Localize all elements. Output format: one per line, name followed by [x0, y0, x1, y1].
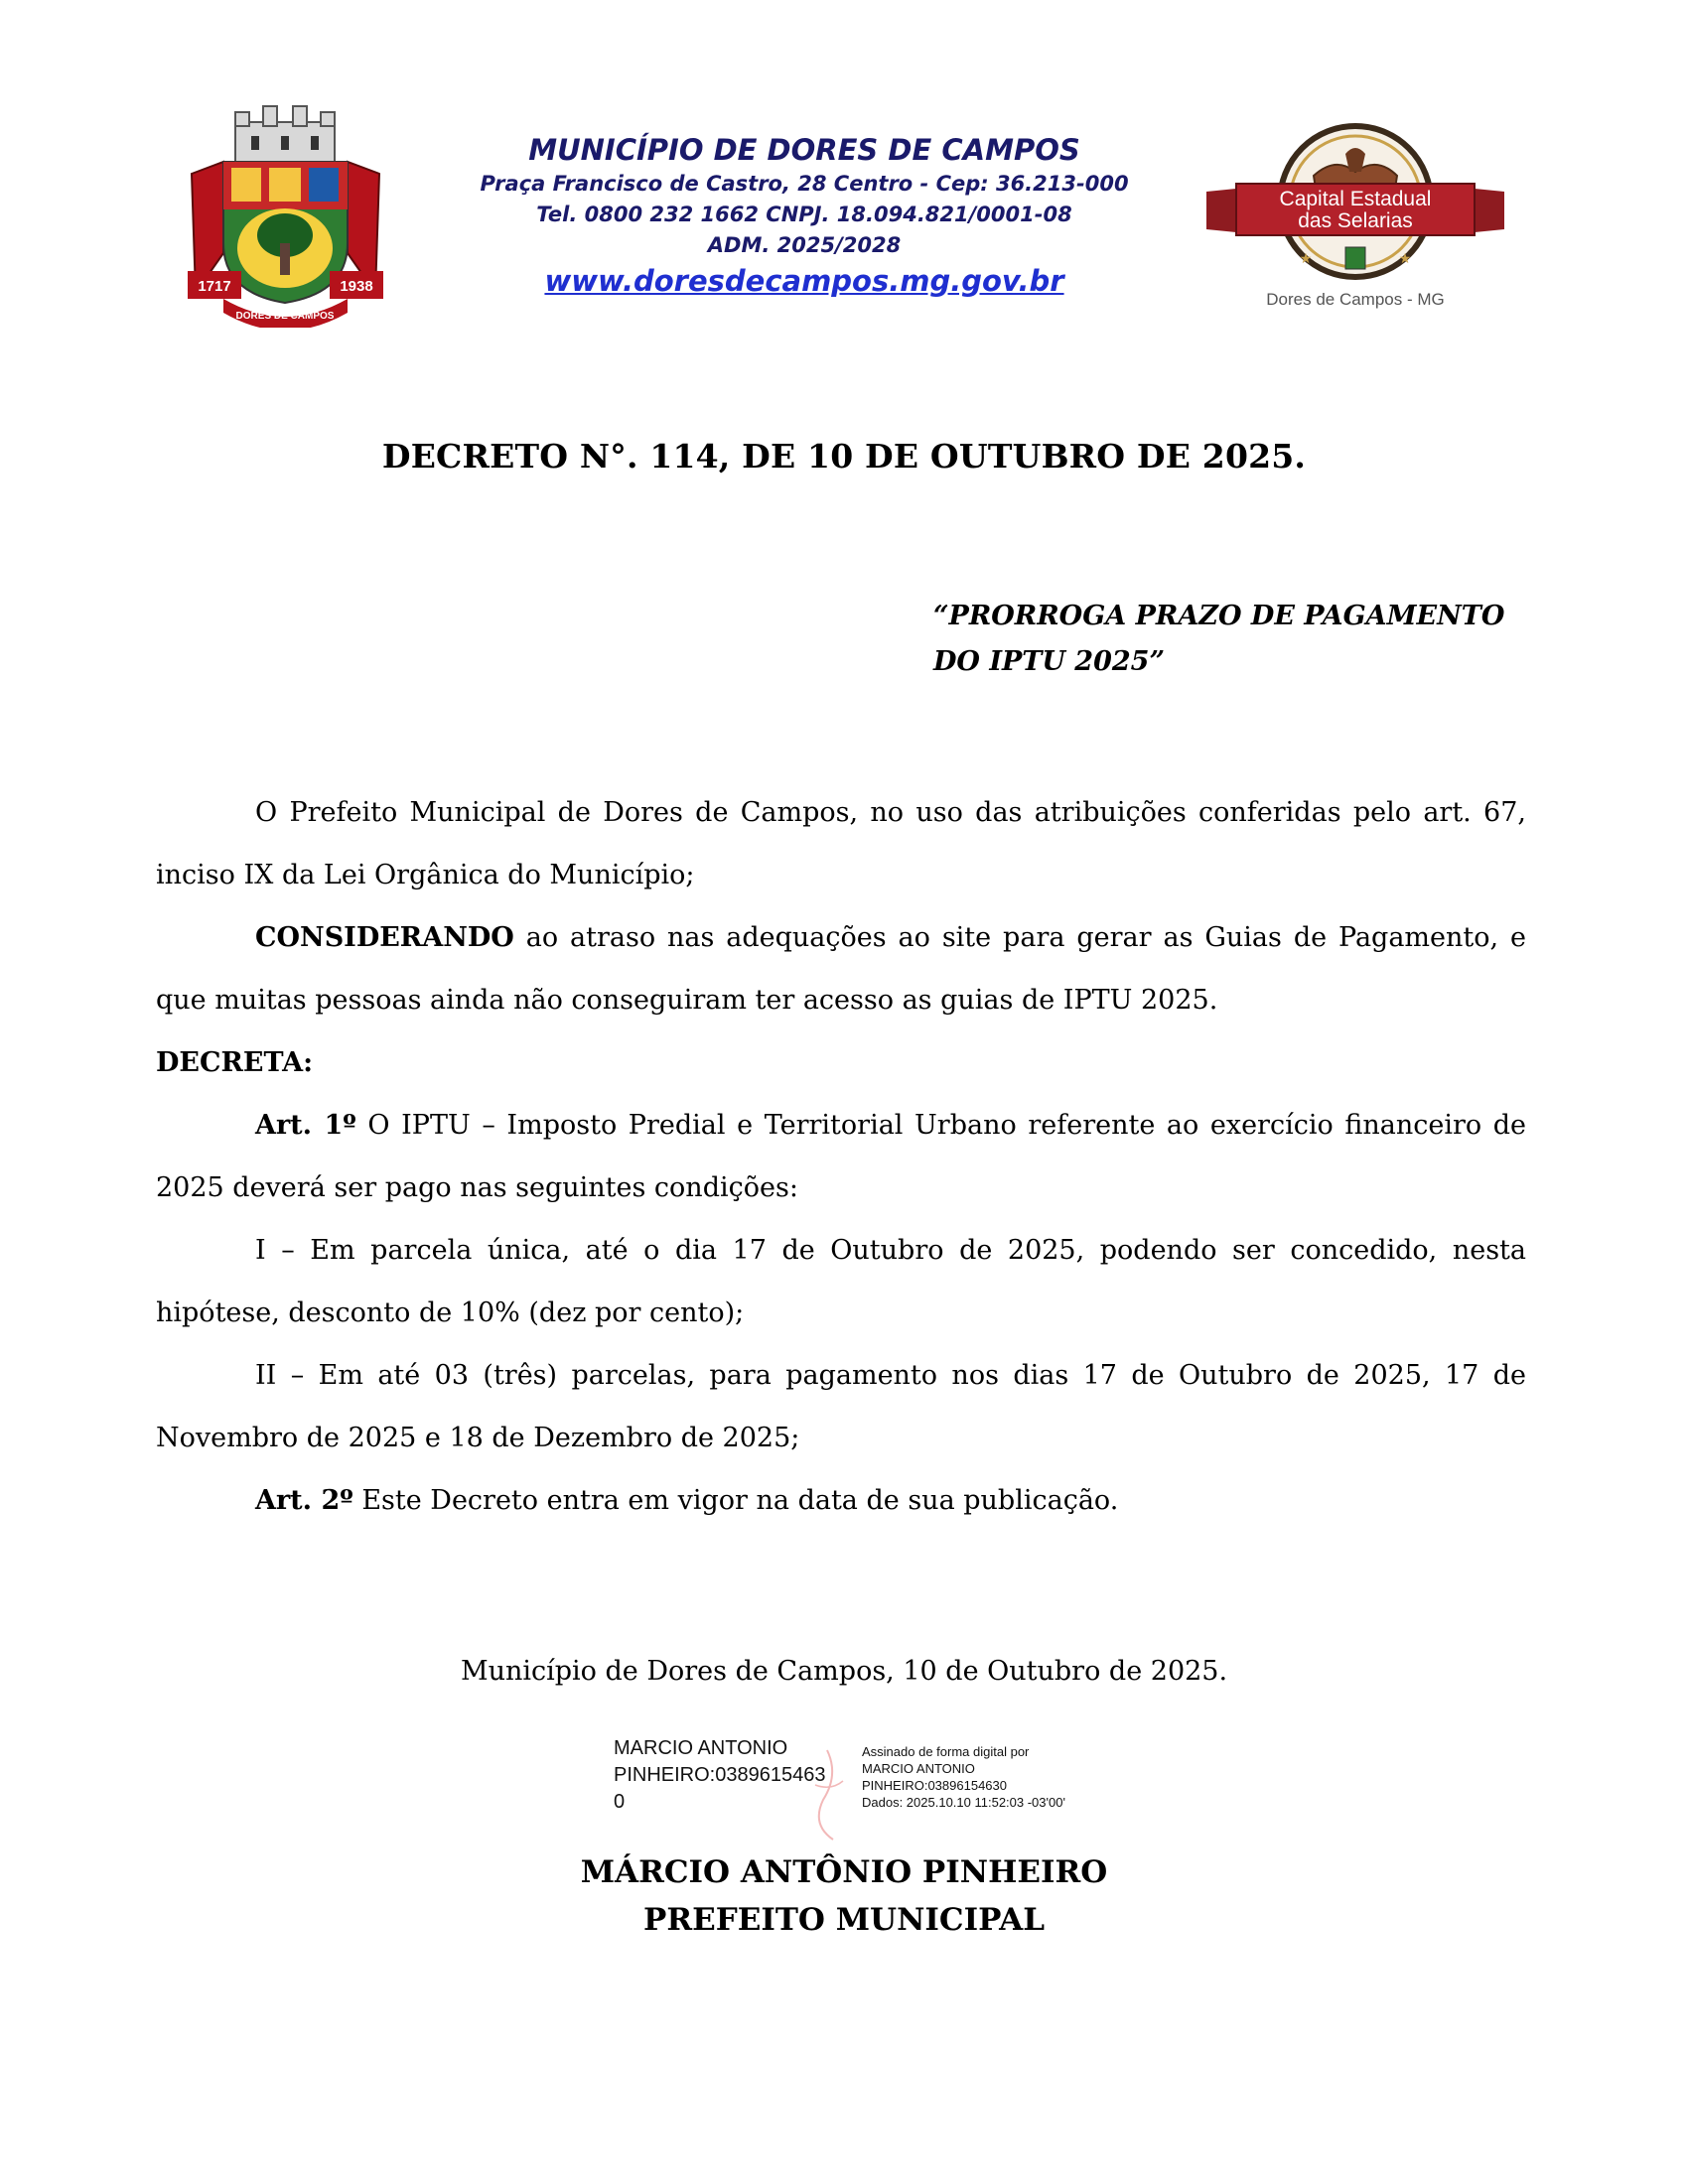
website-link[interactable]: www.doresdecampos.mg.gov.br — [544, 264, 1064, 298]
dsig-name-line-2: PINHEIRO:0389615463 — [614, 1764, 826, 1786]
svg-text:★: ★ — [1398, 252, 1412, 267]
article-1-text: O IPTU – Imposto Predial e Territorial Urbano referente ao exercício financeiro de 2025 deverá ser pago nas seguintes condições: — [156, 1110, 1526, 1203]
decree-body — [156, 781, 1526, 1532]
administration-term: ADM. 2025/2028 — [707, 233, 902, 257]
coat-year-right: 1938 — [340, 278, 373, 295]
digital-signature-name — [614, 1735, 825, 1816]
ementa-line-1: “PRORROGA PRAZO DE PAGAMENTO — [933, 601, 1505, 631]
ementa-line-2: DO IPTU 2025” — [933, 646, 1165, 677]
municipality-title: MUNICÍPIO DE DORES DE CAMPOS — [528, 133, 1080, 167]
signer-name: MÁRCIO ANTÔNIO PINHEIRO — [580, 1854, 1108, 1890]
coat-year-left: 1717 — [198, 278, 231, 295]
svg-text:★: ★ — [1299, 252, 1313, 267]
decreta-heading: DECRETA: — [156, 1047, 314, 1078]
dsig-info-line-3: PINHEIRO:03896154630 — [862, 1778, 1007, 1793]
decree-ementa — [933, 594, 1549, 685]
considering-label: CONSIDERANDO — [255, 922, 514, 953]
seal-banner-line2: das Selarias — [1298, 209, 1413, 232]
preamble-paragraph: O Prefeito Municipal de Dores de Campos, no uso das atribuições conferidas pelo art. 67, inciso IX da Lei Orgânica do Município; — [156, 797, 1526, 890]
dsig-name-line-3: 0 — [614, 1791, 626, 1813]
article-1-label: Art. 1º — [255, 1110, 356, 1141]
municipality-contact: Tel. 0800 232 1662 CNPJ. 18.094.821/0001-08 — [536, 203, 1072, 226]
dsig-info-line-4: Dados: 2025.10.10 11:52:03 -03'00' — [862, 1795, 1065, 1810]
letterhead — [417, 131, 1192, 301]
signer-role: PREFEITO MUNICIPAL — [643, 1902, 1045, 1938]
digital-signature-info — [862, 1743, 1065, 1811]
coat-of-arms-logo — [184, 104, 387, 328]
item-1-paragraph: I – Em parcela única, até o dia 17 de Outubro de 2025, podendo ser concedido, nesta hipótese, desconto de 10% (dez por cento); — [156, 1235, 1526, 1328]
article-2-text: Este Decreto entra em vigor na data de sua publicação. — [352, 1485, 1119, 1516]
signer-block — [0, 1848, 1688, 1944]
article-2-label: Art. 2º — [255, 1485, 353, 1516]
digital-signature-block — [614, 1735, 1130, 1844]
coat-motto: DORES DE CAMPOS — [235, 311, 335, 322]
signature-mark-icon — [797, 1745, 857, 1844]
article-1-paragraph — [156, 1094, 1526, 1219]
item-2-paragraph: II – Em até 03 (três) parcelas, para pagamento nos dias 17 de Outubro de 2025, 17 de Novembro de 2025 e 18 de Dezembro de 2025; — [156, 1360, 1526, 1453]
considering-text: ao atraso nas adequações ao site para gerar as Guias de Pagamento, e que muitas pessoas ainda não conseguiram ter acesso as guias de IPTU 2025. — [156, 922, 1526, 1016]
seal-banner-line1: Capital Estadual — [1279, 188, 1432, 210]
article-2-paragraph — [156, 1469, 1526, 1532]
municipality-address: Praça Francisco de Castro, 28 Centro - Cep: 36.213-000 — [480, 172, 1129, 196]
dsig-info-line-2: MARCIO ANTONIO — [862, 1761, 975, 1776]
dsig-name-line-1: MARCIO ANTONIO — [614, 1737, 788, 1759]
dsig-info-line-1: Assinado de forma digital por — [862, 1744, 1030, 1759]
place-and-date: Município de Dores de Campos, 10 de Outubro de 2025. — [460, 1656, 1228, 1687]
saddlery-capital-seal — [1206, 114, 1504, 313]
decree-title: DECRETO N°. 114, DE 10 DE OUTUBRO DE 2025. — [381, 437, 1307, 476]
seal-caption: Dores de Campos - MG — [1266, 290, 1445, 309]
considering-paragraph — [156, 906, 1526, 1031]
